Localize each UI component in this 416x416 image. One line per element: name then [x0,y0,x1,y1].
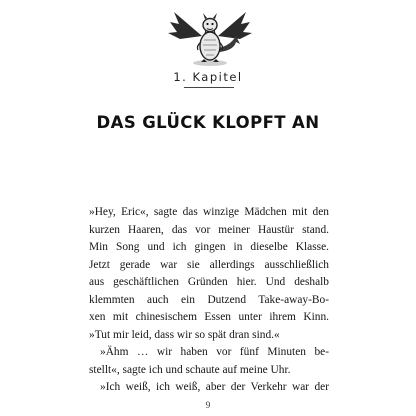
text-line: »Tut mir leid, dass wir so spät dran sind.« [89,328,280,341]
text-line: »Ähm … wir haben vor fünf Minuten be- [100,346,329,358]
text-line: xen mit chinesischem Essen unter ihrem Kinn. [89,311,329,323]
text-line: klemmten auch ein Dutzend Take-away-Bo- [89,293,329,306]
text-line: Jetzt gerade war sie allerdings ausschließlich [89,258,329,271]
page-number: 9 [205,400,211,410]
body-text [89,204,329,397]
chapter-title: DAS GLÜCK KLOPFT AN [96,113,320,132]
text-line: Min Song und ich gingen in dieselbe Klasse. [89,241,329,253]
chapter-label: 1. Kapitel [173,70,243,84]
text-line: stellt«, sagte ich und schaute auf meine Uhr. [89,363,291,376]
text-line: aus geschäftlichen Gründen hier. Und deshalb [89,276,329,288]
text-line: »Hey, Eric«, sagte das winzige Mädchen mit den [89,206,329,218]
text-line: kurzen Haaren, das vor meiner Haustür stand. [89,223,329,236]
dragon-icon [150,6,270,68]
chapter-underline [184,87,234,88]
text-line: »Ich weiß, ich weiß, aber der Verkehr war der [100,381,329,393]
